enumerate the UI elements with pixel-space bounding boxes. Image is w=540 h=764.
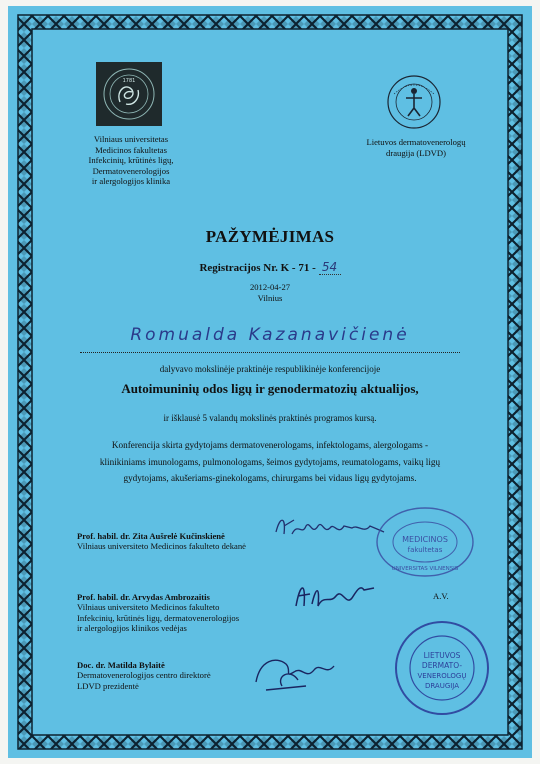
ldvd-stamp-text: VENEROLOGŲ [417, 672, 467, 680]
right-institution-line: draugija (LDVD) [386, 147, 446, 158]
signatory-3 [77, 660, 211, 691]
left-institution-line: ir alergologijos klinika [91, 176, 171, 187]
signatory-position: Infekcinių, krūtinės ligų, dermatovenerologijos [77, 612, 240, 623]
signatory-position: Vilniaus universiteto Medicinos fakulteto dekanė [77, 541, 246, 552]
signatory-position: Dermatovenerologijos centro direktorė [77, 670, 211, 681]
ldvd-stamp-text: DERMATO- [421, 661, 463, 670]
left-institution-line: Dermatovenerologijos [92, 165, 170, 176]
registration-value: 54 [319, 260, 341, 275]
right-institution-line: Lietuvos dermatovenerologų [366, 137, 466, 147]
recipient-underline [80, 352, 460, 353]
signatory-2 [77, 592, 239, 634]
signature-1-icon [272, 510, 392, 546]
signatory-name: Prof. habil. dr. Zita Aušrelė Kučinskienė [77, 531, 225, 541]
signatory-position: Vilniaus universiteto Medicinos fakulteto [77, 602, 220, 613]
left-institution-line: Medicinos fakultetas [95, 144, 167, 155]
completion-text: ir išklausė 5 valandų mokslinės praktinės programos kursą. [163, 413, 377, 423]
left-institution-line: Vilniaus universitetas [93, 134, 169, 144]
ldvd-stamp-text: LIETUVOS [423, 651, 461, 660]
signatory-name: Prof. habil. dr. Arvydas Ambrozaitis [77, 592, 210, 602]
svg-text:1781: 1781 [122, 78, 136, 84]
left-institution [78, 134, 184, 187]
av-label: A.V. [433, 591, 449, 601]
conference-title: Autoimuninių odos ligų ir genodermatozių aktualijos, [121, 381, 419, 396]
vu-stamp-text: fakultetas [407, 546, 443, 554]
issue-city: Vilnius [257, 292, 283, 303]
signature-3-icon [246, 646, 346, 694]
ldvd-logo-icon [386, 74, 442, 130]
vu-logo-icon [96, 62, 162, 126]
signatory-position: LDVD prezidentė [77, 680, 139, 691]
signature-2-icon [290, 576, 380, 616]
registration-label: Registracijos Nr. K - 71 - [199, 262, 316, 274]
vu-stamp-icon [375, 506, 475, 578]
left-institution-line: Infekcinių, krūtinės ligų, [88, 155, 174, 166]
registration-number [0, 260, 540, 275]
signatory-position: ir alergologijos klinikos vedėjas [77, 623, 187, 634]
vu-stamp-text: MEDICINOS [402, 535, 448, 544]
issue-date-block [0, 282, 540, 303]
signatory-1 [77, 531, 246, 552]
right-institution [355, 137, 477, 158]
issue-date: 2012-04-27 [249, 282, 291, 292]
signatory-name: Doc. dr. Matilda Bylaitė [77, 660, 165, 670]
recipient-name: Romualda Kazanavičienė [130, 325, 410, 345]
participation-text: dalyvavo mokslinėje praktinėje respublikinėje konferencijoje [159, 364, 381, 374]
audience-text: Konferencija skirta gydytojams dermatovenerologams, infektologams, alergologams - klinikiniams imunologams, pulmonologams, šeimos gydytojams, reumatologams, vaikų ligų gydytojams, akušeriams-ginekologams, chirurgams bei vidaus ligų gydytojams. [99, 440, 441, 483]
ldvd-stamp-icon [392, 618, 492, 718]
certificate-title: PAŽYMĖJIMAS [205, 227, 335, 246]
ldvd-stamp-text: DRAUGIJA [424, 682, 460, 690]
vu-stamp-ring: UNIVERSITAS VILNENSIS [391, 566, 459, 572]
